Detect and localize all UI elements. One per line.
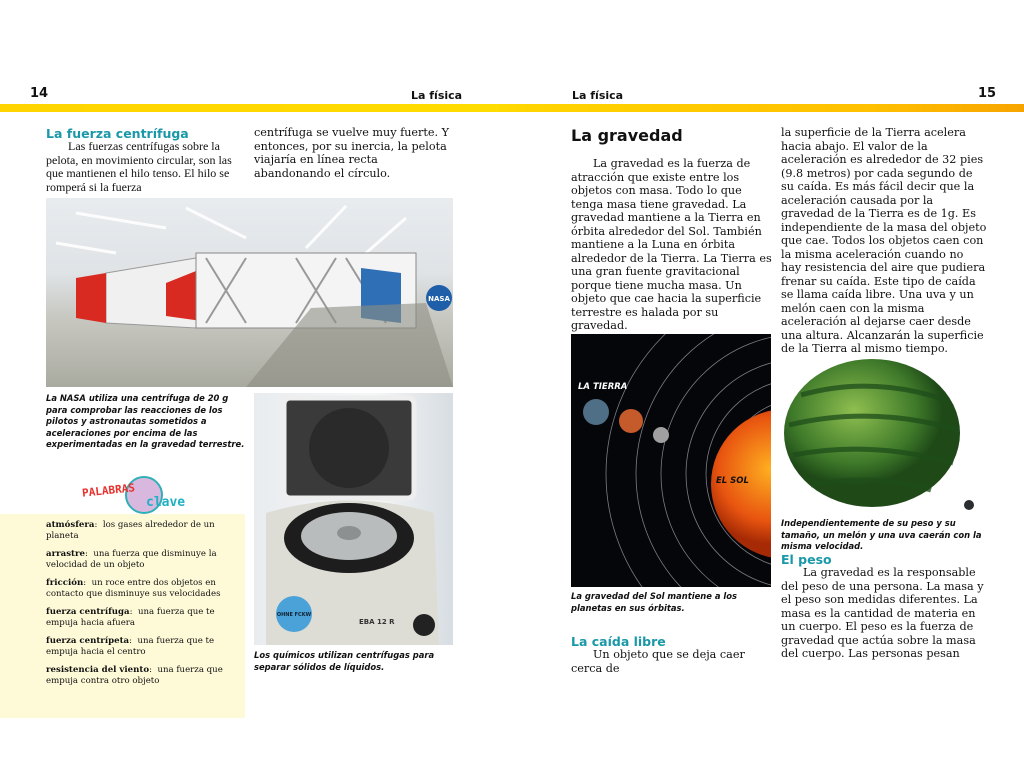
glossary-definition: una fuerza que empuja contra otro objeto xyxy=(46,665,223,686)
caption-watermelon: Independientemente de su peso y su tamaño, un melón y una uva caerán con la misma velocidad. xyxy=(781,518,982,551)
photo-solar-system xyxy=(571,334,771,587)
glossary-item: resistencia del viento: una fuerza que empuja contra otro objeto xyxy=(46,665,223,686)
lab-centrifuge-illustration xyxy=(254,393,453,645)
glossary-definition: una fuerza que te empuja hacia el centro xyxy=(46,636,215,657)
page-title: La gravedad xyxy=(571,126,683,145)
glossary-item: fuerza centrípeta: una fuerza que te empuja hacia el centro xyxy=(46,636,215,657)
glossary-definition: un roce entre dos objetos en contacto que disminuye sus velocidades xyxy=(46,578,221,599)
glossary-title xyxy=(80,476,190,516)
header-band xyxy=(0,104,1024,112)
watermelon-illustration xyxy=(781,355,991,515)
label-sun: EL SOL xyxy=(716,476,749,486)
glossary-term: atmósfera xyxy=(46,520,95,530)
caption-nasa: La NASA utiliza una centrífuga de 20 g para comprobar las reacciones de los pilotos y astronautas sometidos a aceleraciones por encima de las experimentadas en la gravedad terrestre. xyxy=(46,393,245,449)
section-title-free-fall: La caída libre xyxy=(571,634,666,649)
caption-solar-system: La gravedad del Sol mantiene a los planetas en sus órbitas. xyxy=(571,591,738,613)
glossary-title-word1: PALABRAS xyxy=(81,481,136,500)
solar-system-illustration xyxy=(571,334,771,587)
glossary-item: fricción: un roce entre dos objetos en contacto que disminuye sus velocidades xyxy=(46,578,221,599)
photo-nasa-centrifuge xyxy=(46,198,453,387)
caption-lab-centrifuge: Los químicos utilizan centrífugas para separar sólidos de líquidos. xyxy=(254,650,435,672)
glossary-definition: los gases alrededor de un planeta xyxy=(46,520,215,541)
glossary-definition: una fuerza que disminuye la velocidad de un objeto xyxy=(46,549,217,570)
glossary-term: arrastre xyxy=(46,549,85,559)
glossary-item: fuerza centrífuga: una fuerza que te empuja hacia afuera xyxy=(46,607,215,628)
glossary-item: arrastre: una fuerza que disminuye la velocidad de un objeto xyxy=(46,549,217,570)
paragraph-free-fall-start: Un objeto que se deja caer cerca de xyxy=(571,648,745,675)
glossary-term: resistencia del viento xyxy=(46,665,150,675)
section-title-centrifugal: La fuerza centrífuga xyxy=(46,126,189,141)
glossary-title-word2: clave xyxy=(146,495,186,510)
nasa-centrifuge-illustration xyxy=(46,198,453,387)
paragraph-centrifugal-1: Las fuerzas centrífugas sobre la pelota, en movimiento circular, son las que mantienen el hilo tenso. El hilo se romperá si la fuerza xyxy=(46,139,232,194)
centrifuge-model-label: EBA 12 R xyxy=(359,618,395,626)
photo-lab-centrifuge xyxy=(254,393,453,645)
paragraph-weight: La gravedad es la responsable del peso de una persona. La masa y el peso son medidas diferentes. La masa es la cantidad de materia en un cuerpo. El peso es la fuerza de gravedad que actúa sobre la masa del cuerpo. Las personas pesan xyxy=(781,566,984,660)
running-header-left: La física xyxy=(411,89,463,102)
label-earth: LA TIERRA xyxy=(578,382,628,392)
paragraph-free-fall-cont: la superficie de la Tierra acelera hacia abajo. El valor de la aceleración es alrededor de 32 pies (9.8 metros) por cada segundo de su caída. Es más fácil decir que la aceleración causada por la gravedad de la Tierra es de 1g. Es independiente de la masa del objeto que cae. Todos los objetos caen con la misma aceleración cuando no hay resistencia del aire que pudiera frenar su caída. Este tipo de caída se llama caída libre. Una uva y un melón caen con la misma aceleración al dejarse caer desde una altura. Alcanzarán la superficie de la Tierra al mismo tiempo. xyxy=(781,126,987,355)
paragraph-centrifugal-2: centrífuga se vuelve muy fuerte. Y entonces, por su inercia, la pelota viajaría en línea recta abandonando el círculo. xyxy=(254,126,450,180)
photo-watermelon-grape xyxy=(781,355,991,515)
glossary-definition: una fuerza que te empuja hacia afuera xyxy=(46,607,215,628)
glossary-box xyxy=(0,514,245,718)
glossary-term: fuerza centrípeta xyxy=(46,636,130,646)
glossary-term: fricción xyxy=(46,578,84,588)
page-number-left: 14 xyxy=(30,86,49,101)
section-title-weight: El peso xyxy=(781,552,832,567)
centrifuge-sticker: OHNE FCKW xyxy=(276,612,312,618)
glossary-item: atmósfera: los gases alrededor de un planeta xyxy=(46,520,215,541)
page-number-right: 15 xyxy=(978,86,997,101)
nasa-logo: NASA xyxy=(428,295,450,303)
paragraph-gravity-intro: La gravedad es la fuerza de atracción que existe entre los objetos con masa. Todo lo que tenga masa tiene gravedad. La gravedad mantiene a la Tierra en órbita alrededor del Sol. También mantiene a la Luna en órbita alrededor de la Tierra. La Tierra es una gran fuente gravitacional porque tiene mucha masa. Un objeto que cae hacia la superficie terrestre es halada por su gravedad. xyxy=(571,157,772,332)
glossary-term: fuerza centrífuga xyxy=(46,607,130,617)
running-header-right: La física xyxy=(572,89,624,102)
